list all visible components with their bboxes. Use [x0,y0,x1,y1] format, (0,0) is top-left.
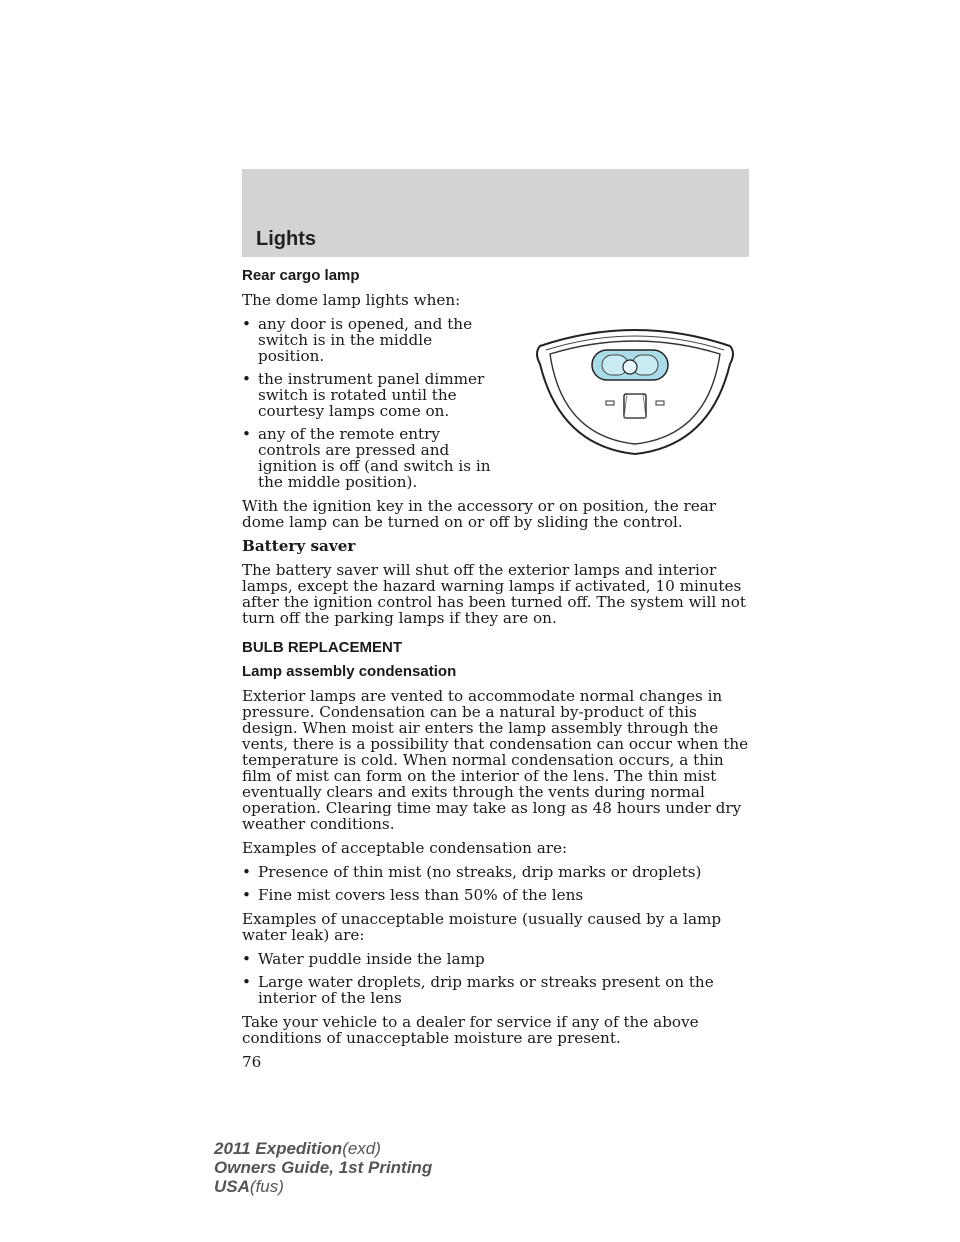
unacceptable-bullet-list [242,951,752,1006]
closing-text: Take your vehicle to a dealer for service if any of the above conditions of unacceptable moisture are present. [242,1013,699,1047]
rear-cargo-intro: The dome lamp lights when: [242,291,461,309]
condensation-text: Exterior lamps are vented to accommodate normal changes in pressure. Condensation can be a natural by-product of this design. When moist air enters the lamp assembly through the vents, there is a possibility that condensation can occur when the temperature is cold. When normal condensation occurs, a thin film of mist can form on the interior of the lens. The thin mist eventually clears and exits through the vents during normal operation. Clearing time may take as long as 48 hours under dry weather conditions. [242,687,749,833]
heading-lamp-assembly-condensation: Lamp assembly condensation [242,663,457,680]
page-content [242,268,752,1070]
rear-cargo-bullet-list [242,316,492,490]
section-title: Lights [256,228,316,250]
print-footer: 2011 Expedition(exd) Owners Guide, 1st Printing USA(fus) [214,1139,433,1196]
page-number: 76 [242,1053,262,1071]
list-item: • any of the remote entry controls are pressed and ignition is off (and switch is in the middle position). [242,425,491,491]
list-item: • Fine mist covers less than 50% of the lens [242,886,584,904]
heading-battery-saver: Battery saver [242,537,356,555]
list-item: • Water puddle inside the lamp [242,950,485,968]
unacceptable-intro: Examples of unacceptable moisture (usually caused by a lamp water leak) are: [242,910,722,944]
rear-cargo-after: With the ignition key in the accessory or on position, the rear dome lamp can be turned on or off by sliding the control. [242,497,717,531]
acceptable-bullet-list [242,864,752,903]
acceptable-intro: Examples of acceptable condensation are: [242,839,568,857]
list-item: • Presence of thin mist (no streaks, drip marks or droplets) [242,863,702,881]
list-item: • the instrument panel dimmer switch is rotated until the courtesy lamps come on. [242,370,485,420]
heading-bulb-replacement: BULB REPLACEMENT [242,639,402,656]
list-item: • Large water droplets, drip marks or streaks present on the interior of the lens [242,973,714,1007]
section-header-band [242,169,749,257]
heading-rear-cargo-lamp: Rear cargo lamp [242,267,360,284]
list-item: • any door is opened, and the switch is in the middle position. [242,315,473,365]
battery-saver-text: The battery saver will shut off the exterior lamps and interior lamps, except the hazard warning lamps if activated, 10 minutes after the ignition control has been turned off. The system will not turn off the parking lamps if they are on. [242,561,747,627]
